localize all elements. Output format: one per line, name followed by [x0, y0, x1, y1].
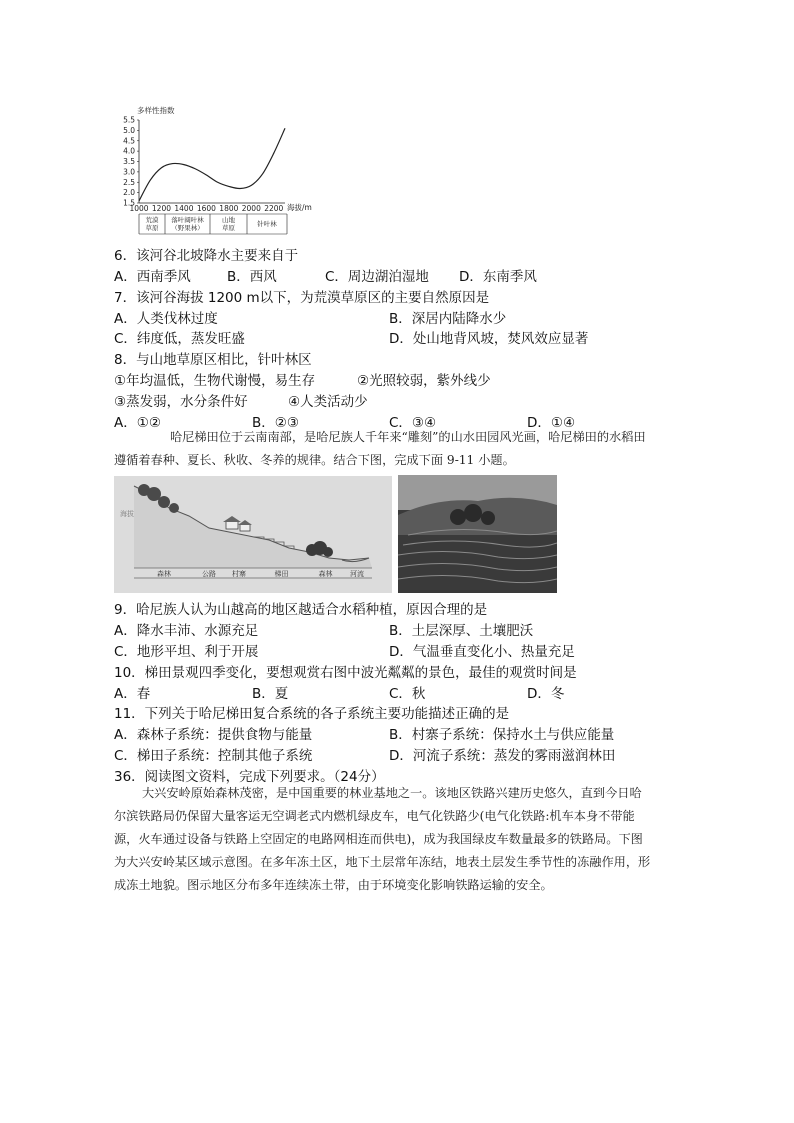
q8-item-1: ①年均温低，生物代谢慢，易生存 [114, 373, 316, 389]
q7-option-a: A．人类伐林过度 [114, 311, 218, 327]
q11-option-d: D．河流子系统：蒸发的雾雨滋润林田 [389, 748, 616, 764]
q9-option-b: B．土层深厚、土壤肥沃 [389, 623, 534, 639]
q10-option-a: A．春 [114, 686, 151, 702]
y-tick-label: 2.5 [123, 177, 135, 187]
vegetation-zone-label: 草原 [222, 224, 235, 232]
q6-option-b: B．西风 [227, 269, 277, 285]
q9-option-d: D．气温垂直变化小、热量充足 [389, 644, 575, 660]
profile-band-label: 公路 [202, 570, 216, 578]
q10-option-d: D．冬 [527, 686, 565, 702]
y-tick-label: 3.0 [123, 167, 135, 177]
q8-option-b: B．②③ [252, 415, 299, 431]
question-6-stem: 6．该河谷北坡降水主要来自于 [114, 248, 299, 264]
question-11-stem: 11．下列关于哈尼梯田复合系统的各子系统主要功能描述正确的是 [114, 706, 510, 722]
q8-item-2: ②光照较弱，紫外线少 [357, 373, 491, 389]
q6-option-d: D．东南季风 [459, 269, 537, 285]
x-tick-label: 1800 [219, 204, 239, 213]
question-7-stem: 7．该河谷海拔 1200 m以下，为荒漠草原区的主要自然原因是 [114, 290, 490, 306]
q6-option-c: C．周边湖泊湿地 [325, 269, 429, 285]
question-9-stem: 9．哈尼族人认为山越高的地区越适合水稻种植，原因合理的是 [114, 602, 488, 618]
y-tick-label: 4.5 [123, 136, 135, 146]
x-tick-label: 1400 [174, 204, 194, 213]
y-tick-label: 2.0 [123, 188, 135, 198]
profile-band-label: 森林 [318, 570, 333, 578]
q8-item-4: ④人类活动少 [288, 394, 368, 410]
x-tick-label: 1000 [129, 204, 149, 213]
profile-side-label: 海拔 [120, 510, 134, 518]
q7-option-b: B．深居内陆降水少 [389, 311, 507, 327]
q10-option-c: C．秋 [389, 686, 426, 702]
q11-option-a: A．森林子系统：提供食物与能量 [114, 727, 313, 743]
q7-option-c: C．纬度低，蒸发旺盛 [114, 331, 245, 347]
q11-option-b: B．村寨子系统：保持水土与供应能量 [389, 727, 615, 743]
y-tick-label: 3.5 [123, 157, 135, 166]
forest-bottom-icon [306, 541, 333, 557]
q6-option-a: A．西南季风 [114, 269, 191, 285]
q10-option-b: B．夏 [252, 686, 289, 702]
y-tick-label: 4.0 [123, 146, 135, 156]
chart-y-label: 多样性指数 [137, 106, 175, 115]
vegetation-zone-label: （野果林） [171, 224, 204, 232]
profile-band-label: 村寨 [232, 570, 246, 578]
question-36-stem: 36．阅读图文资料，完成下列要求。（24分） [114, 769, 385, 785]
vegetation-zone-label: 山地 [222, 216, 235, 224]
hani-profile-figure [114, 476, 392, 593]
x-tick-label: 1200 [151, 204, 172, 213]
diversity-elevation-chart [105, 102, 335, 237]
x-tick-label: 2000 [241, 204, 261, 213]
passage-hani-terraces: 哈尼梯田位于云南南部，是哈尼族人千年来“雕刻”的山水田园风光画，哈尼梯田的水稻田遵循着春种、夏长、秋收、冬养的规律。结合下图，完成下面 9-11 小题。 [114, 430, 646, 467]
q8-option-a: A．①② [114, 415, 161, 431]
passage-daxinganling: 大兴安岭原始森林茂密，是中国重要的林业基地之一。该地区铁路兴建历史悠久，直到今日哈尔滨铁路局仍保留大量客运无空调老式内燃机绿皮车，电气化铁路少(电气化铁路:机车本身不带能源，火车通过设备与铁路上空固定的电路网相连而供电)，成为我国绿皮车数量最多的铁路局。下图为大兴安岭某区域示意图。在多年冻土区，地下土层常年冻结，地表土层发生季节性的冻融作用，形成冻土地貌。图示地区分布多年连续冻土带，由于环境变化影响铁路运输的安全。 [114, 786, 651, 892]
chart-series-line [139, 128, 285, 201]
y-tick-label: 5.5 [123, 115, 135, 125]
vegetation-zone-label: 荒漠 [145, 216, 159, 224]
x-tick-label: 2200 [264, 204, 284, 213]
profile-band-label: 梯田 [274, 570, 289, 578]
q8-option-c: C．③④ [389, 415, 437, 431]
q8-item-3: ③蒸发弱，水分条件好 [114, 394, 248, 410]
q9-option-c: C．地形平坦、利于开展 [114, 644, 259, 660]
q9-option-a: A．降水丰沛、水源充足 [114, 623, 259, 639]
y-tick-label: 1.5 [123, 198, 135, 208]
chart-x-label: 海拔/m [287, 203, 312, 212]
y-tick-label: 5.0 [123, 125, 135, 135]
vegetation-zone-label: 落叶阔叶林 [171, 216, 204, 224]
q7-option-d: D．处山地背风坡，焚风效应显著 [389, 331, 589, 347]
vegetation-zone-label: 草原 [145, 224, 159, 232]
village-house-icon [223, 516, 252, 531]
question-10-stem: 10．梯田景观四季变化，要想观赏右图中波光粼粼的景色，最佳的观赏时间是 [114, 665, 577, 681]
vegetation-zone-label: 针叶林 [257, 220, 277, 228]
profile-band-label: 森林 [157, 570, 171, 578]
x-tick-label: 1600 [196, 204, 216, 213]
profile-band-label: 河流 [350, 570, 364, 578]
terrace-photo [398, 475, 557, 593]
question-8-stem: 8．与山地草原区相比，针叶林区 [114, 352, 312, 368]
q8-option-d: D．①④ [527, 415, 576, 431]
q11-option-c: C．梯田子系统：控制其他子系统 [114, 748, 313, 764]
